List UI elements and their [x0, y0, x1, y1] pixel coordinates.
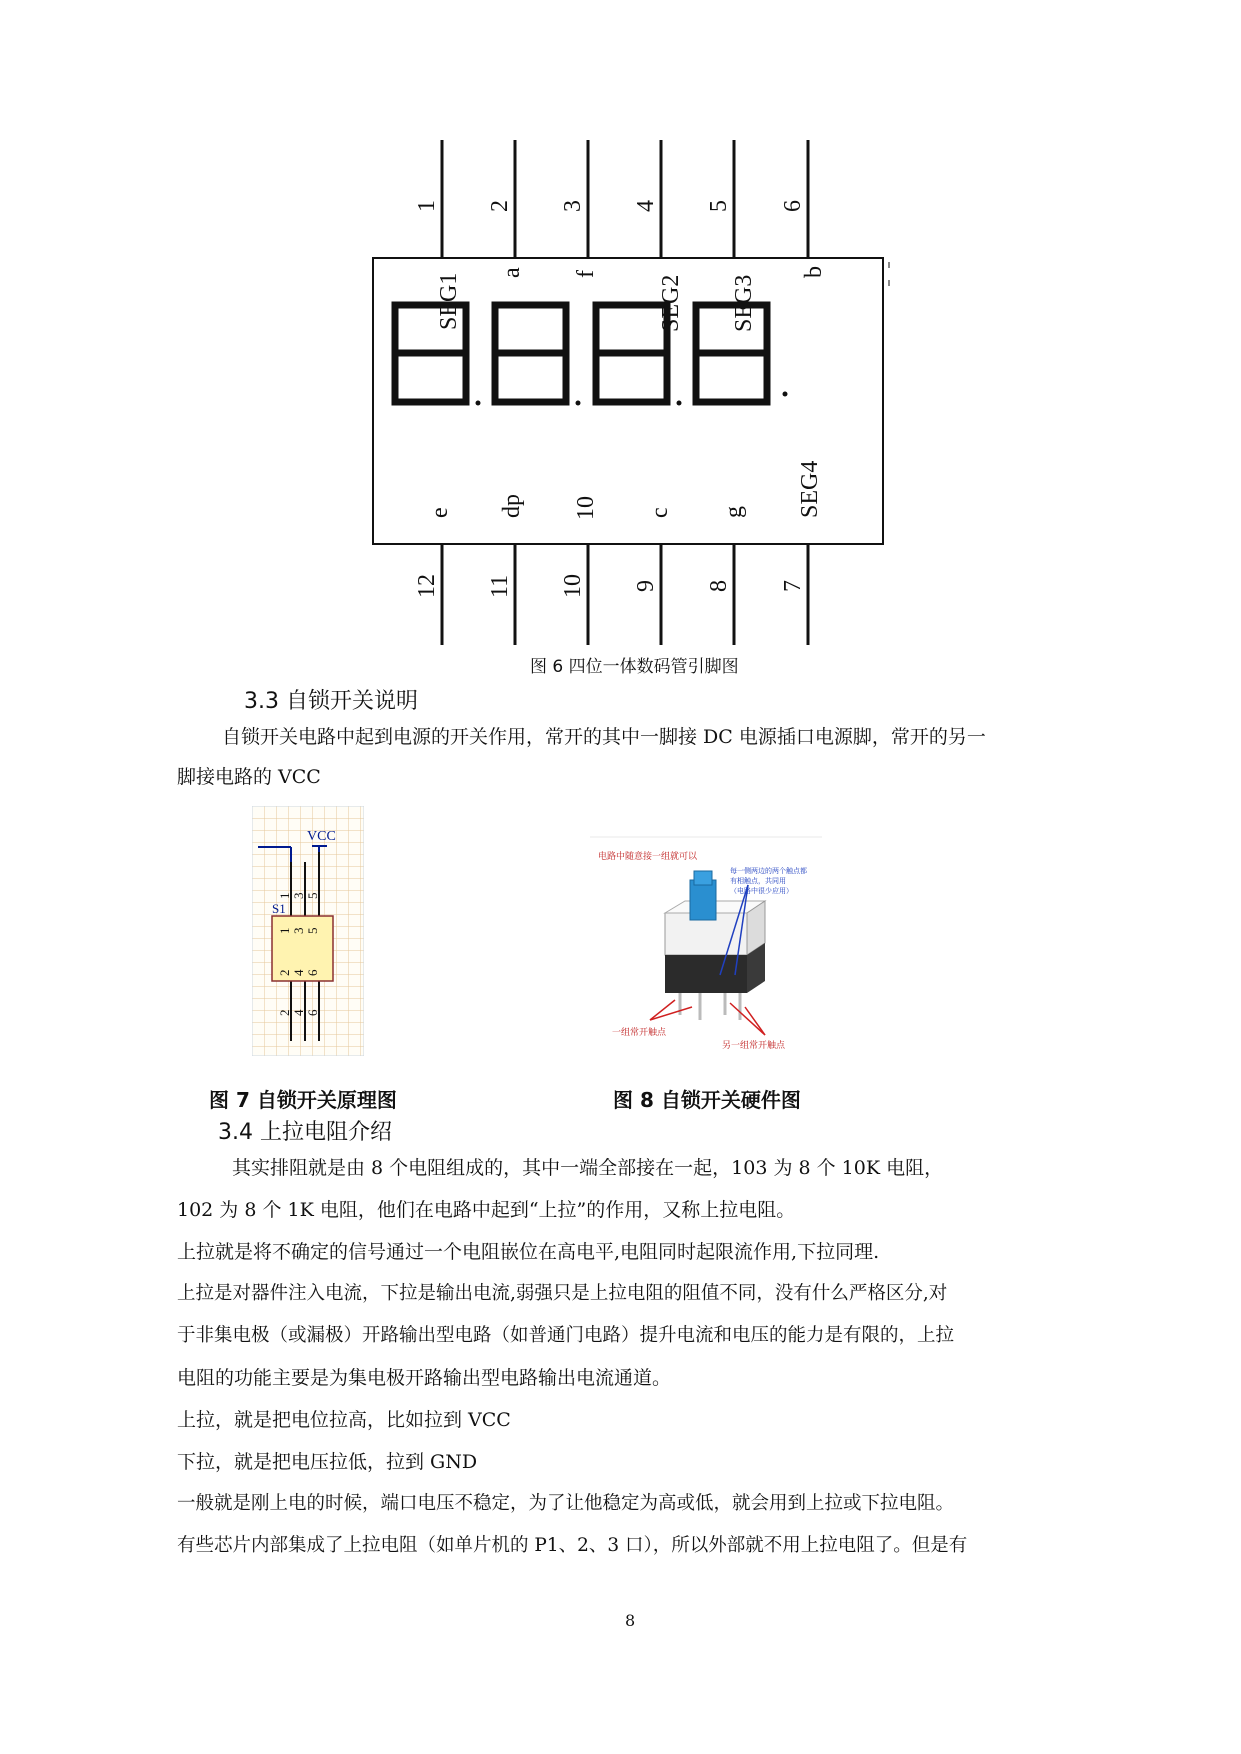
pin-label: 1	[277, 927, 292, 934]
section-3-4-line: 一般就是刚上电的时候，端口电压不稳定，为了让他稳定为高或低，就会用到上拉或下拉电阻。	[177, 1493, 955, 1514]
pin-label: 2	[277, 1009, 292, 1016]
section-3-4-line: 有些芯片内部集成了上拉电阻（如单片机的 P1、2、3 口），所以外部就不用上拉电阻了。但是有	[177, 1535, 968, 1556]
pin-label: 5	[305, 892, 320, 899]
note-right-bottom: 另一组常开触点	[722, 1041, 786, 1051]
digit-8-2	[495, 305, 566, 402]
note-right-1: 每一侧两边的两个触点都	[730, 867, 807, 875]
pin-label: 6	[305, 1009, 320, 1016]
bottom-pin-label: c	[647, 507, 673, 518]
top-pin-label: f	[573, 270, 599, 278]
seven-segment-pinout-diagram	[365, 140, 905, 645]
vcc-label: VCC	[307, 829, 336, 844]
pin-label: 1	[277, 892, 292, 899]
bottom-pin-number: 8	[706, 580, 732, 592]
section-3-3-heading: 3.3 自锁开关说明	[244, 689, 418, 714]
top-pin-lines	[442, 140, 808, 258]
top-pin-number: 1	[414, 200, 440, 212]
note-right-3: （电路中很少应用）	[730, 887, 793, 895]
s1-label: S1	[272, 901, 286, 916]
bottom-pin-number: 10	[560, 574, 586, 598]
pin-label: 3	[291, 892, 306, 899]
pin-label: 3	[291, 927, 306, 934]
figure-8-caption: 图 8 自锁开关硬件图	[613, 1088, 801, 1112]
section-3-3-paragraph-line-1: 自锁开关电路中起到电源的开关作用，常开的其中一脚接 DC 电源插口电源脚，常开的另一	[222, 726, 986, 748]
note-top: 电路中随意接一组就可以	[598, 852, 698, 862]
section-3-4-line: 其实排阻就是由 8 个电阻组成的，其中一端全部接在一起，103 为 8 个 10K 电阻，	[232, 1157, 944, 1179]
pin-label: 5	[305, 927, 320, 934]
note-right-2: 有相触点，共同用	[730, 877, 786, 885]
section-3-3-paragraph-line-2: 脚接电路的 VCC	[177, 766, 321, 788]
annotation-arrows	[650, 1000, 765, 1035]
top-pin-number: 6	[780, 200, 806, 212]
figure-6-caption: 图 6 四位一体数码管引脚图	[530, 657, 739, 677]
section-3-4-line: 上拉，就是把电位拉高，比如拉到 VCC	[177, 1409, 511, 1431]
top-pin-label: SEG1	[436, 272, 462, 330]
pin-label: 2	[277, 969, 292, 976]
bottom-pin-number: 11	[487, 574, 513, 598]
section-3-4-line: 于非集电极（或漏极）开路输出型电路（如普通门电路）提升电流和电压的能力是有限的，上拉	[177, 1325, 955, 1346]
bottom-pin-label: 10	[573, 496, 599, 520]
top-pin-label: SEG2	[658, 274, 684, 332]
section-3-4-line: 上拉是对器件注入电流，下拉是输出电流,弱强只是上拉电阻的阻值不同，没有什么严格区分,对	[177, 1283, 948, 1304]
bottom-pin-label: g	[721, 506, 747, 518]
top-pin-number: 3	[560, 200, 586, 212]
section-3-4-line: 下拉，就是把电压拉低，拉到 GND	[177, 1451, 478, 1473]
bottom-pin-label: SEG4	[797, 460, 823, 518]
digit-8-3	[596, 305, 667, 402]
pin-label: 6	[305, 969, 320, 976]
top-pin-label: SEG3	[731, 274, 757, 332]
bottom-pin-number: 9	[633, 580, 659, 592]
top-pin-number: 4	[633, 200, 659, 212]
section-3-4-line: 上拉就是将不确定的信号通过一个电阻嵌位在高电平,电阻同时起限流作用,下拉同理.	[177, 1241, 880, 1263]
bottom-pin-number: 12	[414, 574, 440, 598]
bottom-pin-number: 7	[780, 580, 806, 592]
self-lock-switch-photo	[590, 835, 830, 1055]
self-lock-switch-schematic	[252, 806, 364, 1056]
note-left-bottom: 一组常开触点	[612, 1028, 667, 1038]
top-pin-label: a	[499, 267, 525, 278]
switch-pins	[680, 993, 740, 1020]
section-3-4-line: 102 为 8 个 1K 电阻，他们在电路中起到“上拉”的作用，又称上拉电阻。	[177, 1199, 796, 1221]
pin-label: 4	[291, 969, 306, 976]
top-pin-number: 5	[706, 200, 732, 212]
figure-7-caption: 图 7 自锁开关原理图	[209, 1088, 397, 1112]
bottom-pin-label: dp	[499, 494, 525, 518]
section-3-4-line: 电阻的功能主要是为集电极开路输出型电路输出电流通道。	[177, 1367, 672, 1389]
top-pin-label: b	[801, 266, 827, 278]
pin-label: 4	[291, 1009, 306, 1016]
top-pin-number: 2	[487, 200, 513, 212]
section-3-4-heading: 3.4 上拉电阻介绍	[218, 1120, 392, 1145]
bottom-pin-label: e	[427, 507, 453, 518]
switch-button	[690, 880, 716, 920]
page-number: 8	[625, 1611, 636, 1630]
